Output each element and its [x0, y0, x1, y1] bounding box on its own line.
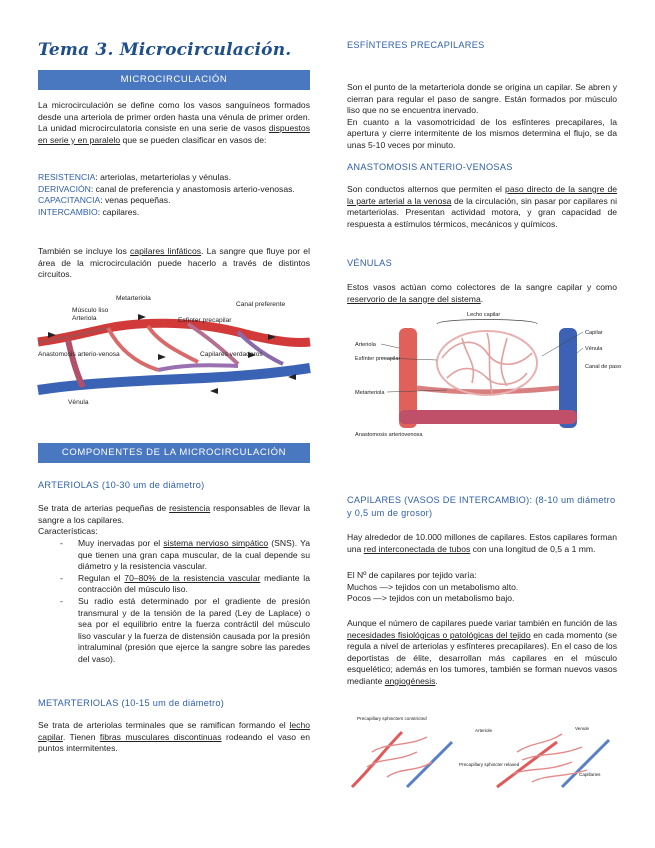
bullet-inervadas: - Muy inervadas por el sistema nervioso simpático (SNS). Ya que tienen una gran capa muscular, de la cual depende su diámetro y la resistencia vascular. — [38, 538, 310, 573]
heading-metarteriolas: METARTERIOLAS (10-15 um de diámetro) — [38, 698, 225, 708]
label-arteriola: Arteriola — [72, 315, 97, 322]
bullet-radio: - Su radio está determinado por el gradiente de presión transmural y de la tensión de la pared (Ley de Laplace) o sea por el equilibrio entre la fuerza contráctil del músculo liso vascular y la fuerza de distensión causada por la presión intraluminal (presión que ejerce la sangre sobre las paredes del vaso). — [38, 596, 310, 666]
label-esfinter: Esfínter precapilar — [355, 356, 401, 362]
heading-venulas: VÉNULAS — [347, 258, 392, 268]
vessel-types-list — [38, 172, 310, 218]
label-canal-de-paso: Canal de paso — [585, 364, 622, 370]
label-canal-preferente: Canal preferente — [236, 301, 286, 308]
lymph-paragraph: También se incluye los capilares linfáticos. La sangre que fluye por el área de la microcirculación puede hacerlo a través de distintos circuitos. — [38, 246, 310, 280]
label-metarteriola: Metarteriola — [116, 295, 151, 302]
type-capacitancia: CAPACITANCIA: venas pequeñas. — [38, 195, 171, 206]
page-title: Tema 3. Microcirculación. — [38, 40, 292, 60]
metarteriolas-paragraph: Se trata de arteriolas terminales que se ramifican formando el lecho capilar. Tienen fibras musculares discontinuas rodeando el vaso en puntos intermitentes. — [38, 720, 310, 754]
venulas-paragraph: Estos vasos actúan como colectores de la sangre capilar y como reservorio de la sangre del sistema. — [347, 282, 617, 304]
esfinteres-paragraph: Son el punto de la metarteriola donde se origina un capilar. Se abren y cierran para regular el paso de sangre. Están formados por músculo liso que no se encuentra inervado. En cuanto a la vasomotricidad de los esfínteres precapilares, la apertura y cierre intermitente de los mismos determina el flujo, se da unas 5-10 veces por minuto. — [347, 82, 617, 150]
label-constricted: Precapillary sphincters constricted — [357, 716, 427, 721]
label-arteriole: Arteriole — [475, 728, 493, 733]
label-capillaries: Capillaries — [579, 772, 601, 777]
label-venula: Vénula — [585, 346, 603, 352]
intro-paragraph: La microcirculación se define como los vasos sanguíneos formados desde una arteriola de primer orden hasta una vénula de primer orden. La unidad microcirculatoria consiste en una serie de vasos dispuestos en serie y en paralelo que se pueden clasificar en vasos de: — [38, 100, 310, 145]
section-banner-componentes: COMPONENTES DE LA MICROCIRCULACIÓN — [38, 443, 310, 463]
type-resistencia: RESISTENCIA: arteriolas, metarteriolas y vénulas. — [38, 172, 231, 182]
label-relaxed: Precapillary sphincter relaxed — [459, 762, 520, 767]
capilares-paragraph-1: Hay alrededor de 10.000 millones de capilares. Estos capilares forman una red interconectada de tubos con una longitud de 0,5 a 1 mm. — [347, 532, 617, 554]
bullet-regulan: - Regulan el 70–80% de la resistencia vascular mediante la contracción del músculo liso. — [38, 573, 310, 596]
arteriolas-paragraph: Se trata de arterias pequeñas de resistencia responsables de llevar la sangre a los capilares. Características: — [38, 503, 311, 537]
label-capilar: Capilar — [585, 330, 603, 336]
type-intercambio: INTERCAMBIO: capilares. — [38, 206, 140, 217]
section-banner-microcirculacion: MICROCIRCULACIÓN — [38, 70, 310, 90]
label-venule: Venule — [575, 726, 590, 731]
label-metarteriola: Metarteriola — [355, 390, 385, 396]
arteriolas-bullets — [38, 538, 310, 666]
caracteristicas-label: Características: — [38, 526, 98, 537]
label-lecho-capilar: Lecho capilar — [467, 312, 501, 318]
label-arteriola: Arteriola — [355, 342, 376, 348]
label-anastomosis: Anastomosis arterio-venosa — [38, 351, 120, 358]
heading-capilares: CAPILARES (VASOS DE INTERCAMBIO): (8-10 um diámetro y 0,5 um de grosor) — [347, 495, 616, 518]
capilares-list: El Nº de capilares por tejido varía: Muchos —> tejidos con un metabolismo alto. Pocos —> tejidos con un metabolismo bajo. — [347, 570, 519, 604]
microcirculation-diagram — [38, 292, 310, 410]
precapillary-sphincter-diagram — [347, 712, 617, 792]
label-capilares-verdaderos: Capilares verdaderos — [200, 351, 263, 358]
label-venula: Vénula — [68, 399, 89, 406]
label-musculo-liso: Músculo liso — [72, 307, 109, 314]
anastomosis-paragraph: Son conductos alternos que permiten el paso directo de la sangre de la parte arterial a la venosa de la circulación, sin pasar por capilares ni metarteriolas. Presentan actividad motora, y gran capacidad de respuesta a estímulos térmicos, mecánicos y químicos. — [347, 184, 618, 229]
capillary-bed-diagram — [347, 308, 622, 448]
heading-anastomosis: ANASTOMOSIS ANTERIO-VENOSAS — [347, 162, 513, 172]
label-anastomosis: Anastomosis arteriovenosa — [355, 432, 423, 438]
capilares-paragraph-2: Aunque el número de capilares puede variar también en función de las necesidades fisiológicas o patológicas del tejido en cada momento (se regula a nivel de arteriolas y esfínteres precapilares). En el caso de los deportistas de élite, desarrollan más capilares en el músculo esquelético; además en los tumores, también se forman nuevos vasos mediante angiogénesis. — [347, 618, 617, 686]
heading-esfinteres: ESFÍNTERES PRECAPILARES — [347, 40, 485, 50]
type-derivacion: DERIVACIÓN: canal de preferencia y anastomosis arterio-venosas. — [38, 183, 295, 194]
label-esfinter-precapilar: Esfínter precapilar — [178, 317, 232, 324]
heading-arteriolas: ARTERIOLAS (10-30 um de diámetro) — [38, 480, 205, 490]
